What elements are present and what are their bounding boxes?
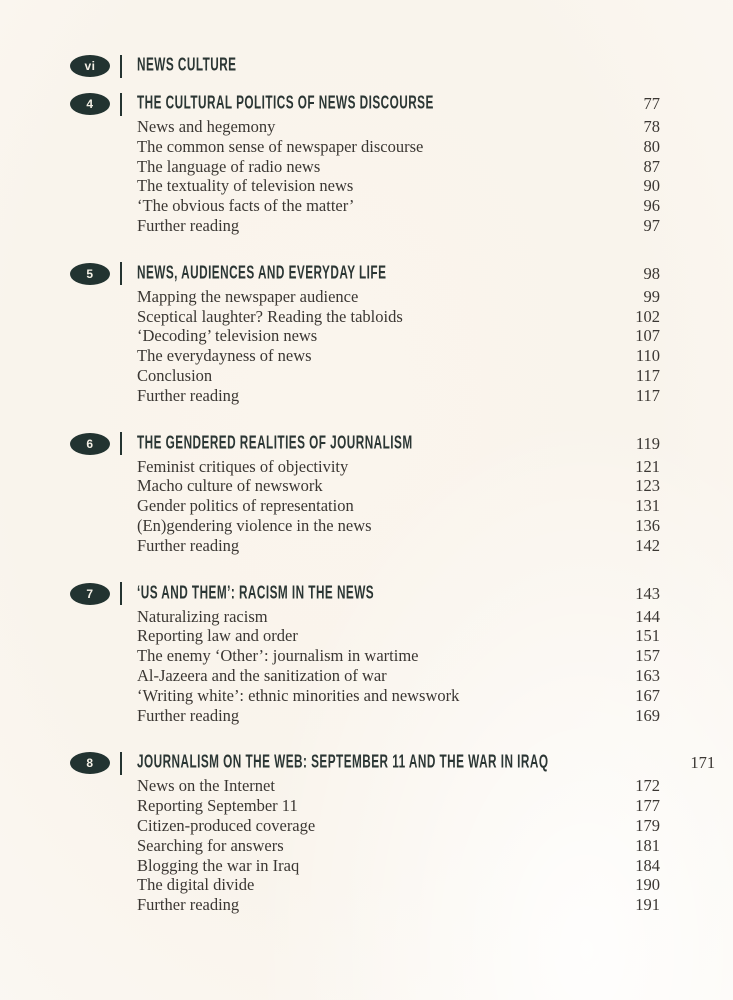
chapter-badge — [70, 263, 110, 285]
toc-item-label: Further reading — [137, 705, 240, 725]
chapter-heading-row — [70, 261, 660, 287]
toc-item-label: The enemy ‘Other’: journalism in wartime — [137, 646, 419, 666]
chapter-number: 4 — [86, 97, 94, 111]
toc-item-label: News and hegemony — [137, 117, 276, 136]
toc-item — [70, 516, 660, 536]
toc-item-label: Reporting law and order — [137, 626, 298, 646]
toc-item-page: 117 — [635, 385, 660, 405]
chapter-page-number: 171 — [690, 753, 716, 773]
toc-section — [70, 581, 660, 726]
chapter-title-wrap — [137, 582, 623, 604]
toc-item-page: 99 — [643, 286, 660, 306]
page-number-label: vi — [84, 59, 96, 73]
toc-page — [70, 53, 716, 915]
toc-item — [70, 895, 660, 915]
toc-item-page: 169 — [635, 705, 660, 725]
toc-item-label: News on the Internet — [137, 776, 275, 796]
page-header — [70, 53, 660, 79]
toc-item — [70, 875, 660, 895]
toc-item-page: 184 — [635, 855, 660, 875]
toc-item — [70, 287, 660, 307]
toc-item-label: Macho culture of newswork — [137, 476, 323, 496]
toc-item — [70, 856, 660, 876]
page-number-badge — [70, 55, 110, 77]
toc-item-page: 136 — [635, 515, 660, 535]
divider-bar — [120, 93, 122, 116]
chapter-title: ‘US AND THEM’: RACISM IN THE NEWS — [137, 582, 375, 604]
chapter-page-number: 98 — [643, 263, 660, 283]
chapter-title-wrap — [137, 754, 678, 772]
toc-item-page: 142 — [635, 535, 660, 555]
toc-item-label: The digital divide — [137, 875, 255, 895]
toc-item — [70, 476, 660, 496]
divider-bar — [120, 262, 122, 285]
divider-bar — [120, 752, 122, 775]
toc-item-page: 121 — [635, 456, 660, 476]
toc-item — [70, 776, 660, 796]
toc-item — [70, 346, 660, 366]
chapter-heading-row — [70, 581, 660, 607]
chapter-page-number: 119 — [635, 433, 660, 453]
toc-item-page: 107 — [635, 326, 660, 346]
toc-item-label: Further reading — [137, 385, 240, 405]
toc-item — [70, 326, 660, 346]
toc-item-label: ‘Decoding’ television news — [137, 326, 318, 346]
toc-item — [70, 137, 660, 157]
section-items — [70, 287, 660, 406]
toc-item-label: Al-Jazeera and the sanitization of war — [137, 665, 387, 685]
toc-item-label: Sceptical laughter? Reading the tabloids — [137, 306, 403, 326]
toc-item-page: 191 — [635, 895, 660, 915]
toc-item — [70, 607, 660, 627]
toc-item — [70, 686, 660, 706]
toc-item-page: 96 — [643, 196, 660, 216]
chapter-badge — [70, 752, 110, 774]
chapter-heading-row — [70, 431, 660, 457]
toc-item-page: 131 — [635, 496, 660, 516]
toc-item — [70, 457, 660, 477]
toc-item-page: 87 — [643, 156, 660, 176]
toc-item — [70, 836, 660, 856]
toc-item-label: The textuality of television news — [137, 176, 354, 196]
toc-item — [70, 536, 660, 556]
toc-item-page: 179 — [635, 815, 660, 835]
chapter-title: THE CULTURAL POLITICS OF NEWS DISCOURSE — [137, 92, 434, 114]
toc-sections — [70, 91, 716, 915]
toc-item-label: The language of radio news — [137, 156, 321, 176]
toc-item-label: Feminist critiques of objectivity — [137, 456, 349, 476]
toc-item-label: ‘Writing white’: ethnic minorities and newswork — [137, 685, 460, 705]
toc-item-page: 157 — [635, 646, 660, 666]
running-title: NEWS CULTURE — [137, 54, 237, 76]
toc-item-page: 123 — [635, 476, 660, 496]
toc-item — [70, 157, 660, 177]
toc-item — [70, 117, 660, 137]
toc-item-label: Blogging the war in Iraq — [137, 855, 300, 875]
toc-item-label: Naturalizing racism — [137, 606, 268, 626]
toc-item-page: 167 — [635, 685, 660, 705]
toc-item-page: 97 — [643, 215, 660, 235]
toc-item — [70, 706, 660, 726]
toc-item-page: 190 — [635, 875, 660, 895]
toc-item-label: The everydayness of news — [137, 346, 312, 366]
toc-section — [70, 91, 660, 236]
chapter-badge — [70, 433, 110, 455]
toc-item — [70, 307, 660, 327]
toc-item-page: 102 — [635, 306, 660, 326]
toc-item — [70, 666, 660, 686]
section-items — [70, 776, 660, 915]
chapter-title: NEWS, AUDIENCES AND EVERYDAY LIFE — [137, 262, 387, 284]
toc-item — [70, 216, 660, 236]
chapter-heading-row — [70, 750, 716, 776]
chapter-title: THE GENDERED REALITIES OF JOURNALISM — [137, 432, 413, 454]
toc-item — [70, 796, 660, 816]
toc-item-label: ‘The obvious facts of the matter’ — [137, 196, 355, 216]
toc-item-label: Further reading — [137, 895, 240, 915]
toc-item-page: 177 — [635, 796, 660, 816]
toc-item-page: 144 — [635, 606, 660, 626]
divider-bar — [120, 582, 122, 605]
toc-item-label: Citizen-produced coverage — [137, 815, 316, 835]
chapter-number: 7 — [86, 586, 94, 601]
toc-item-page: 117 — [635, 365, 660, 385]
toc-section — [70, 431, 660, 556]
toc-item — [70, 176, 660, 196]
divider-bar — [120, 55, 122, 78]
chapter-number: 8 — [86, 756, 94, 771]
chapter-number: 5 — [86, 266, 94, 281]
toc-section — [70, 261, 660, 406]
chapter-heading-row — [70, 91, 660, 117]
toc-section — [70, 750, 716, 915]
toc-item — [70, 196, 660, 216]
toc-item-label: (En)gendering violence in the news — [137, 515, 372, 535]
toc-item — [70, 386, 660, 406]
toc-item — [70, 496, 660, 516]
toc-item — [70, 366, 660, 386]
toc-item-page: 110 — [635, 346, 660, 366]
chapter-number: 6 — [86, 436, 94, 451]
toc-item-page: 151 — [635, 626, 660, 646]
chapter-badge — [70, 583, 110, 605]
toc-item — [70, 816, 660, 836]
toc-item-page: 163 — [635, 665, 660, 685]
toc-item-label: Mapping the newspaper audience — [137, 286, 359, 306]
toc-item-label: Further reading — [137, 215, 240, 235]
toc-item-page: 172 — [635, 776, 660, 796]
toc-item — [70, 646, 660, 666]
chapter-page-number: 143 — [635, 583, 660, 603]
toc-item-page: 90 — [643, 176, 660, 196]
section-items — [70, 457, 660, 556]
chapter-badge — [70, 93, 110, 115]
chapter-page-number: 77 — [643, 94, 660, 113]
chapter-title-wrap — [137, 92, 632, 114]
section-items — [70, 117, 660, 236]
section-items — [70, 607, 660, 726]
toc-item-label: Searching for answers — [137, 835, 284, 855]
toc-item-label: Conclusion — [137, 365, 213, 385]
toc-item-label: The common sense of newspaper discourse — [137, 136, 424, 156]
chapter-title-wrap — [137, 262, 632, 284]
toc-item-label: Gender politics of representation — [137, 496, 354, 516]
chapter-title-wrap — [137, 432, 624, 454]
toc-item-label: Further reading — [137, 535, 240, 555]
toc-item-page: 80 — [643, 136, 660, 156]
toc-item-page: 181 — [635, 835, 660, 855]
toc-item-page: 78 — [643, 117, 660, 136]
toc-item-label: Reporting September 11 — [137, 796, 298, 816]
chapter-title: JOURNALISM ON THE WEB: SEPTEMBER 11 AND THE WAR IN IRAQ — [137, 752, 549, 773]
divider-bar — [120, 432, 122, 455]
toc-item — [70, 626, 660, 646]
